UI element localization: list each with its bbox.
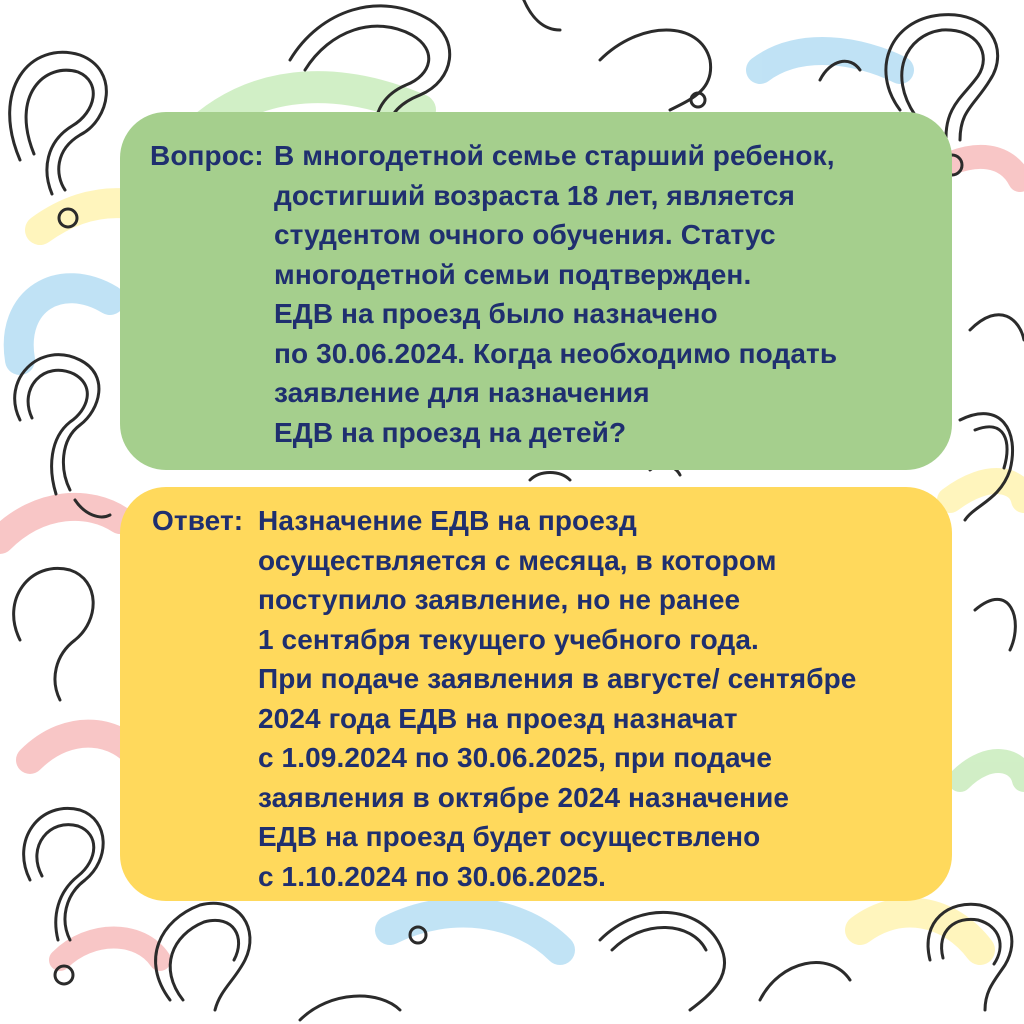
question-line: ЕДВ на проезд на детей? <box>274 416 627 448</box>
answer-line: с 1.09.2024 по 30.06.2025, при подаче <box>258 742 773 773</box>
question-line: заявление для назначения <box>274 377 650 408</box>
question-line: по 30.06.2024. Когда необходимо подать <box>274 337 838 369</box>
answer-line: с 1.10.2024 по 30.06.2025. <box>258 860 607 892</box>
answer-text <box>258 501 926 896</box>
answer-line: 1 сентября текущего учебного года. <box>258 623 759 655</box>
question-block <box>150 136 926 452</box>
answer-label: Ответ: <box>152 505 244 536</box>
answer-line: Назначение ЕДВ на проезд <box>258 505 637 536</box>
question-label: Вопрос: <box>150 140 264 171</box>
answer-line: ЕДВ на проезд будет осуществлено <box>258 821 761 852</box>
answer-line: осуществляется с месяца, в котором <box>258 544 777 576</box>
answer-block <box>152 501 926 896</box>
question-text <box>274 136 926 452</box>
answer-line: поступило заявление, но не ранее <box>258 584 741 615</box>
answer-line: заявления в октябре 2024 назначение <box>258 781 790 813</box>
question-line: многодетной семьи подтвержден. <box>274 258 752 290</box>
answer-line: 2024 года ЕДВ на проезд назначат <box>258 702 738 734</box>
question-line: достигший возраста 18 лет, является <box>274 179 795 211</box>
question-card <box>120 112 952 470</box>
question-line: студентом очного обучения. Статус <box>274 219 776 250</box>
question-line: ЕДВ на проезд было назначено <box>274 298 718 329</box>
answer-line: При подаче заявления в августе/ сентябре <box>258 663 857 694</box>
question-line: В многодетной семье старший ребенок, <box>274 140 835 171</box>
answer-card <box>120 487 952 901</box>
